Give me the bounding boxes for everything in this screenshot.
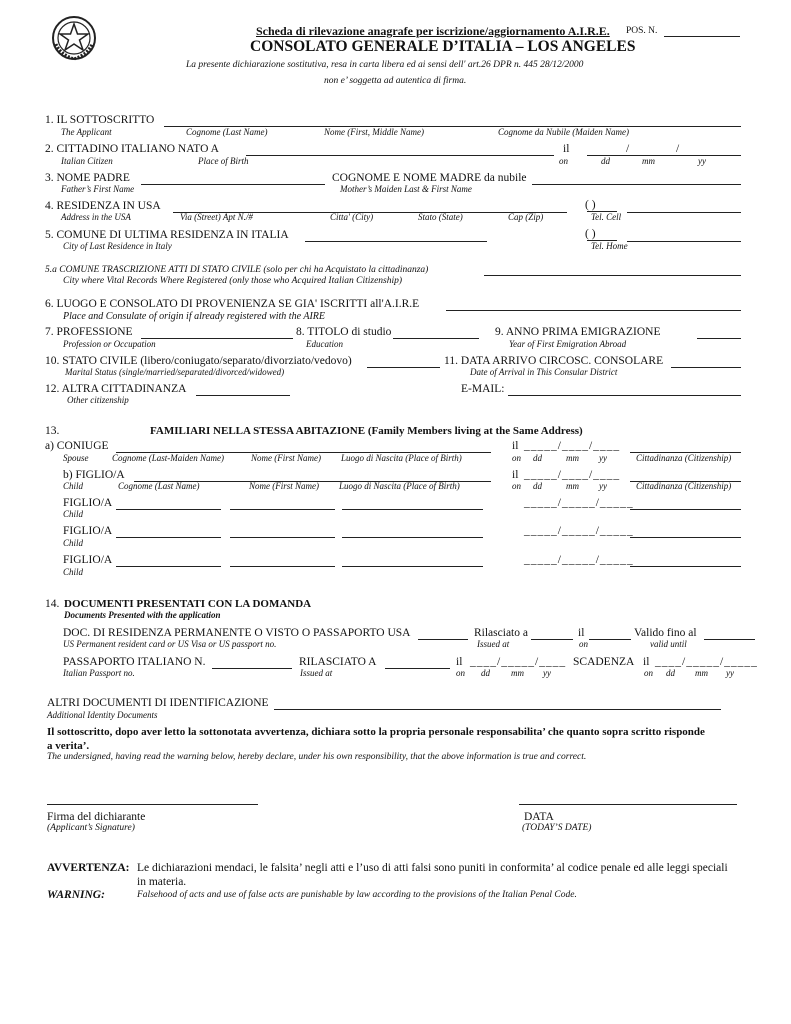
caption-mm: mm — [695, 668, 708, 678]
us-issued-field[interactable] — [531, 639, 573, 640]
passport-issued-en: Issued at — [300, 668, 333, 678]
mother-en: Mother’s Maiden Last & First Name — [340, 184, 472, 194]
expiry-label: SCADENZA — [573, 656, 635, 668]
caption-birthplace: Luogo di Nascita (Place of Birth) — [339, 481, 460, 491]
documents-title: DOCUMENTI PRESENTATI CON LA DOMANDA — [64, 598, 312, 610]
legal-note-1: La presente dichiarazione sostitutiva, resa in carta libera ed ai sensi dell' art.26 DPR n. 445 28/12/2000 — [186, 60, 584, 70]
date-en: (TODAY’S DATE) — [522, 823, 592, 833]
citizen-en: Italian Citizen — [61, 156, 113, 166]
previous-aire-field[interactable] — [446, 310, 741, 311]
us-document-en: US Permanent resident card or US Visa or US passport no. — [63, 639, 277, 649]
birthplace-field[interactable] — [246, 155, 554, 156]
previous-aire-label: 6. LUOGO E CONSOLATO DI PROVENIENZA SE GIA' ISCRITTI all'A.I.R.E — [45, 298, 420, 310]
last-residence-field[interactable] — [305, 241, 487, 242]
child-last-field[interactable] — [116, 566, 221, 567]
caption-state: Stato (State) — [418, 212, 463, 222]
home-phone-field[interactable] — [627, 241, 741, 242]
previous-aire-en: Place and Consulate of origin if already registered with the AIRE — [63, 311, 326, 322]
us-il-label: il — [578, 627, 585, 639]
warning-text-en: Falsehood of acts and use of false acts are punishable by law according to the provisions of the Italian Penal Code. — [137, 890, 577, 900]
emigration-year-label: 9. ANNO PRIMA EMIGRAZIONE — [495, 326, 661, 338]
child-first-field[interactable] — [230, 537, 335, 538]
date-field[interactable] — [519, 804, 737, 805]
us-issued-en: Issued at — [477, 639, 510, 649]
email-label: E-MAIL: — [461, 383, 505, 395]
child-en: Child — [63, 481, 84, 491]
caption-mm: mm — [566, 481, 579, 491]
child-citizenship-field[interactable] — [630, 509, 741, 510]
date-slash: / — [676, 143, 680, 155]
caption-street: Via (Street) Apt N./# — [180, 212, 253, 222]
caption-dd: dd — [601, 156, 610, 166]
caption-first: Nome (First Name) — [251, 453, 321, 463]
child-label: FIGLIO/A — [63, 525, 113, 537]
child-first-field[interactable] — [230, 509, 335, 510]
other-documents-field[interactable] — [274, 709, 721, 710]
warning-label-en: WARNING: — [47, 889, 105, 901]
passport-issued-label: RILASCIATO A — [299, 656, 377, 668]
profession-label: 7. PROFESSIONE — [45, 326, 133, 338]
caption-mm: mm — [642, 156, 655, 166]
pos-label: POS. N. — [626, 26, 658, 36]
child-en: Child — [63, 509, 84, 519]
mother-field[interactable] — [532, 184, 741, 185]
vital-records-label: 5.a COMUNE TRASCRIZIONE ATTI DI STATO CIVILE (solo per chi ha Acquistato la cittadinanza) — [45, 265, 429, 275]
child-label: FIGLIO/A — [63, 554, 113, 566]
father-field[interactable] — [141, 184, 325, 185]
mother-label: COGNOME E NOME MADRE da nubile — [332, 172, 527, 184]
caption-last: Cognome (Last Name) — [118, 481, 200, 491]
emigration-year-en: Year of First Emigration Abroad — [509, 339, 627, 349]
passport-il-label: il — [456, 656, 463, 668]
child-b-il: il — [512, 469, 519, 481]
us-issued-label: Rilasciato a — [474, 627, 528, 639]
caption-yy: yy — [543, 668, 551, 678]
family-number: 13. — [45, 425, 60, 437]
spouse-label: a) CONIUGE — [45, 440, 109, 452]
italian-passport-label: PASSAPORTO ITALIANO N. — [63, 656, 206, 668]
caption-birthplace: Place of Birth — [198, 156, 249, 166]
caption-dd: dd — [533, 481, 542, 491]
child-citizenship-field[interactable] — [630, 537, 741, 538]
child-birthplace-field[interactable] — [342, 566, 483, 567]
residence-en: Address in the USA — [61, 212, 131, 222]
last-residence-en: City of Last Residence in Italy — [63, 241, 172, 251]
consulate-title: CONSOLATO GENERALE D’ITALIA – LOS ANGELES — [250, 38, 636, 55]
caption-yy: yy — [599, 481, 607, 491]
vital-records-field[interactable] — [484, 275, 741, 276]
birthdate-field[interactable] — [587, 155, 741, 156]
caption-on: on — [559, 156, 568, 166]
caption-on: on — [456, 668, 465, 678]
caption-citizenship: Cittadinanza (Citizenship) — [636, 481, 732, 491]
caption-birthplace: Luogo di Nascita (Place of Birth) — [341, 453, 462, 463]
child-last-field[interactable] — [116, 509, 221, 510]
child-en: Child — [63, 538, 84, 548]
caption-first-name: Nome (First, Middle Name) — [324, 127, 424, 137]
pos-field[interactable] — [664, 36, 740, 37]
il-label: il — [563, 143, 570, 155]
caption-on: on — [512, 453, 521, 463]
spouse-date-field[interactable]: _____/____/____ — [524, 440, 621, 452]
documents-number: 14. — [45, 598, 60, 610]
caption-dd: dd — [533, 453, 542, 463]
last-residence-label: 5. COMUNE DI ULTIMA RESIDENZA IN ITALIA — [45, 229, 289, 241]
form-title: Scheda di rilevazione anagrafe per iscrizione/aggiornamento A.I.R.E. — [256, 24, 610, 38]
arrival-date-en: Date of Arrival in This Consular District — [470, 367, 618, 377]
declaration-en: The undersigned, having read the warning below, hereby declare, under his own responsibility, that the above information is true and correct. — [47, 752, 587, 762]
education-en: Education — [306, 339, 343, 349]
spouse-il: il — [512, 440, 519, 452]
warning-label-it: AVVERTENZA: — [47, 862, 130, 874]
caption-dd: dd — [481, 668, 490, 678]
other-citizenship-label: 12. ALTRA CITTADINANZA — [45, 383, 187, 395]
warning-text-it: Le dichiarazioni mendaci, le falsita’ negli atti e l’uso di atti falsi sono puniti in conformita’ al codice penale ed alle leggi speciali — [137, 862, 728, 874]
profession-field[interactable] — [141, 338, 293, 339]
caption-mm: mm — [566, 453, 579, 463]
caption-mm: mm — [511, 668, 524, 678]
child-date-field[interactable]: _____/_____/_____ — [524, 497, 634, 509]
caption-last-name: Cognome (Last Name) — [186, 127, 268, 137]
profession-en: Profession or Occupation — [63, 339, 156, 349]
caption-city: Citta' (City) — [330, 212, 374, 222]
family-title: FAMILIARI NELLA STESSA ABITAZIONE (Family Members living at the Same Address) — [150, 425, 583, 437]
signature-en: (Applicant’s Signature) — [47, 823, 135, 833]
declaration-it-2: a verita’. — [47, 740, 90, 752]
caption-last-maiden: Cognome (Last-Maiden Name) — [112, 453, 224, 463]
child-last-field[interactable] — [116, 537, 221, 538]
caption-yy: yy — [726, 668, 734, 678]
child-label: FIGLIO/A — [63, 497, 113, 509]
us-on-en: on — [579, 639, 588, 649]
other-documents-label: ALTRI DOCUMENTI DI IDENTIFICAZIONE — [47, 697, 269, 709]
vital-records-en: City where Vital Records Where Registered (only those who Acquired Italian Citizenship) — [63, 276, 403, 286]
expiry-il-label: il — [643, 656, 650, 668]
caption-on: on — [512, 481, 521, 491]
us-document-field[interactable] — [418, 639, 468, 640]
passport-date-field[interactable]: ____/_____/____ — [470, 656, 567, 668]
email-field[interactable] — [508, 395, 741, 396]
education-label: 8. TITOLO di studio — [296, 326, 392, 338]
italian-passport-field[interactable] — [212, 668, 292, 669]
arrival-date-label: 11. DATA ARRIVO CIRCOSC. CONSOLARE — [444, 355, 664, 367]
signature-field[interactable] — [47, 804, 258, 805]
spouse-en: Spouse — [63, 453, 89, 463]
warning-text-it-2: in materia. — [137, 876, 187, 888]
expiry-date-field[interactable]: ____/_____/_____ — [655, 656, 758, 668]
valid-until-label: Valido fino al — [634, 627, 697, 639]
arrival-date-field[interactable] — [671, 367, 741, 368]
marital-status-field[interactable] — [367, 367, 440, 368]
caption-yy: yy — [698, 156, 706, 166]
applicant-label: 1. IL SOTTOSCRITTO — [45, 114, 155, 126]
marital-status-en: Marital Status (single/married/separated/divorced/widowed) — [65, 367, 285, 377]
marital-status-label: 10. STATO CIVILE (libero/coniugato/separato/divorziato/vedovo) — [45, 355, 352, 367]
father-en: Father’s First Name — [61, 184, 135, 194]
other-citizenship-field[interactable] — [196, 395, 290, 396]
legal-note-2: non e’ soggetta ad autentica di firma. — [324, 76, 467, 86]
italian-republic-emblem — [50, 14, 98, 62]
child-first-field[interactable] — [230, 566, 335, 567]
child-b-label: b) FIGLIO/A — [63, 469, 125, 481]
home-area-code: ( ) — [585, 228, 596, 240]
us-date-field[interactable] — [589, 639, 631, 640]
child-date-field[interactable]: _____/_____/_____ — [524, 525, 634, 537]
signature-label: Firma del dichiarante — [47, 811, 146, 823]
caption-first: Nome (First Name) — [249, 481, 319, 491]
date-slash: / — [626, 143, 630, 155]
passport-issued-field[interactable] — [385, 668, 450, 669]
child-citizenship-field[interactable] — [630, 566, 741, 567]
valid-until-field[interactable] — [704, 639, 755, 640]
other-citizenship-en: Other citizenship — [67, 395, 129, 405]
italian-passport-en: Italian Passport no. — [63, 668, 135, 678]
date-label: DATA — [524, 811, 554, 823]
cell-field[interactable] — [627, 212, 741, 213]
child-birthplace-field[interactable] — [342, 509, 483, 510]
valid-until-en: valid until — [650, 639, 687, 649]
caption-tel-cell: Tel. Cell — [591, 212, 622, 222]
caption-zip: Cap (Zip) — [508, 212, 544, 222]
documents-en: Documents Presented with the application — [64, 610, 221, 620]
citizen-label: 2. CITTADINO ITALIANO NATO A — [45, 143, 219, 155]
caption-yy: yy — [599, 453, 607, 463]
caption-maiden-name: Cognome da Nubile (Maiden Name) — [498, 127, 629, 137]
education-field[interactable] — [393, 338, 479, 339]
child-en: Child — [63, 567, 84, 577]
child-date-field[interactable]: _____/_____/_____ — [524, 554, 634, 566]
emigration-year-field[interactable] — [697, 338, 741, 339]
father-label: 3. NOME PADRE — [45, 172, 130, 184]
residence-label: 4. RESIDENZA IN USA — [45, 200, 161, 212]
applicant-en: The Applicant — [61, 127, 112, 137]
caption-tel-home: Tel. Home — [591, 241, 628, 251]
other-documents-en: Additional Identity Documents — [47, 710, 158, 720]
caption-dd: dd — [666, 668, 675, 678]
declaration-it: Il sottoscritto, dopo aver letto la sottonotata avvertenza, dichiara sotto la propria personale responsabilita’ che quanto sopra scritto risponde — [47, 726, 705, 738]
caption-on: on — [644, 668, 653, 678]
child-b-date-field[interactable]: _____/____/____ — [524, 469, 621, 481]
us-document-label: DOC. DI RESIDENZA PERMANENTE O VISTO O PASSAPORTO USA — [63, 627, 411, 639]
child-birthplace-field[interactable] — [342, 537, 483, 538]
cell-area-code: ( ) — [585, 199, 596, 211]
caption-citizenship: Cittadinanza (Citizenship) — [636, 453, 732, 463]
